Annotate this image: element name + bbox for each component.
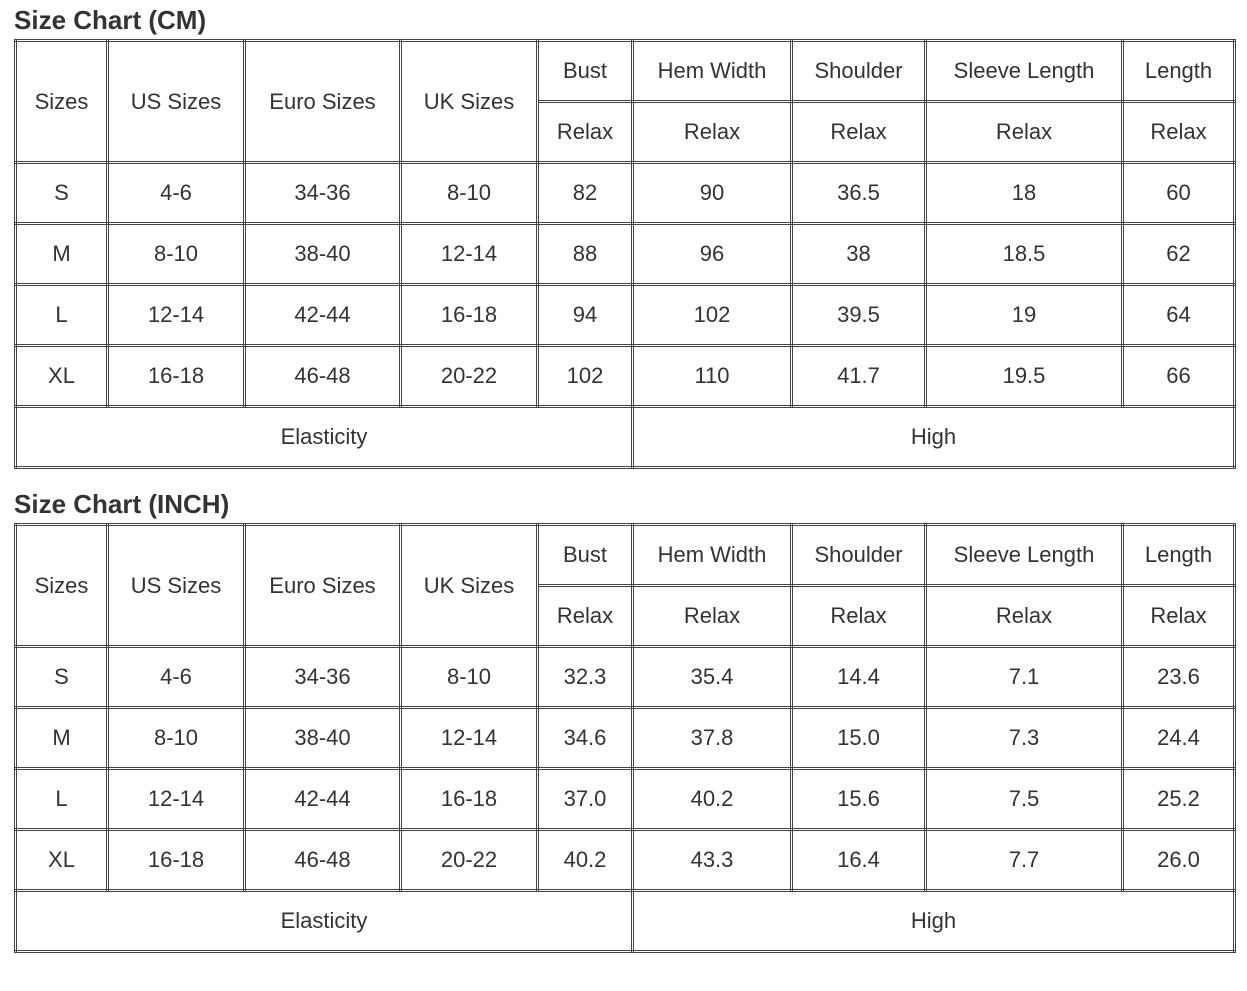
us-size-cell: 12-14	[108, 285, 245, 346]
us-size-cell: 16-18	[108, 346, 245, 407]
hem-width-cell: 102	[633, 285, 792, 346]
header-uk-sizes: UK Sizes	[401, 525, 538, 647]
bust-cell: 82	[538, 163, 633, 224]
bust-cell: 40.2	[538, 830, 633, 891]
fit-shoulder: Relax	[792, 102, 926, 163]
length-cell: 62	[1123, 224, 1235, 285]
shoulder-cell: 15.0	[792, 708, 926, 769]
cm-chart-title: Size Chart (CM)	[14, 5, 207, 35]
cm-size-table	[14, 39, 1236, 469]
header-sizes: Sizes	[16, 525, 108, 647]
sleeve-length-cell: 7.5	[926, 769, 1123, 830]
uk-size-cell: 8-10	[401, 647, 538, 708]
elasticity-row	[16, 891, 1235, 952]
header-row	[16, 525, 1235, 586]
header-us-sizes: US Sizes	[108, 41, 245, 163]
length-cell: 66	[1123, 346, 1235, 407]
header-euro-sizes: Euro Sizes	[245, 525, 401, 647]
size-cell: S	[16, 647, 108, 708]
hem-width-cell: 110	[633, 346, 792, 407]
header-length: Length	[1123, 41, 1235, 102]
fit-hem-width: Relax	[633, 586, 792, 647]
fit-hem-width: Relax	[633, 102, 792, 163]
us-size-cell: 16-18	[108, 830, 245, 891]
euro-size-cell: 34-36	[245, 163, 401, 224]
bust-cell: 37.0	[538, 769, 633, 830]
cm-table-footer	[16, 407, 1235, 468]
shoulder-cell: 15.6	[792, 769, 926, 830]
length-cell: 23.6	[1123, 647, 1235, 708]
table-row	[16, 285, 1235, 346]
header-uk-sizes: UK Sizes	[401, 41, 538, 163]
inch-table-footer	[16, 891, 1235, 952]
us-size-cell: 4-6	[108, 647, 245, 708]
fit-shoulder: Relax	[792, 586, 926, 647]
uk-size-cell: 8-10	[401, 163, 538, 224]
hem-width-cell: 43.3	[633, 830, 792, 891]
table-row	[16, 163, 1235, 224]
shoulder-cell: 16.4	[792, 830, 926, 891]
sleeve-length-cell: 7.7	[926, 830, 1123, 891]
us-size-cell: 8-10	[108, 224, 245, 285]
euro-size-cell: 46-48	[245, 346, 401, 407]
inch-size-table	[14, 523, 1236, 953]
size-cell: L	[16, 769, 108, 830]
uk-size-cell: 20-22	[401, 346, 538, 407]
cm-table-header	[16, 41, 1235, 163]
size-cell: M	[16, 708, 108, 769]
uk-size-cell: 20-22	[401, 830, 538, 891]
table-row	[16, 830, 1235, 891]
size-cell: L	[16, 285, 108, 346]
us-size-cell: 8-10	[108, 708, 245, 769]
header-sizes: Sizes	[16, 41, 108, 163]
header-euro-sizes: Euro Sizes	[245, 41, 401, 163]
bust-cell: 94	[538, 285, 633, 346]
euro-size-cell: 34-36	[245, 647, 401, 708]
uk-size-cell: 16-18	[401, 285, 538, 346]
bust-cell: 88	[538, 224, 633, 285]
fit-bust: Relax	[538, 102, 633, 163]
uk-size-cell: 12-14	[401, 224, 538, 285]
euro-size-cell: 42-44	[245, 769, 401, 830]
header-bust: Bust	[538, 525, 633, 586]
sleeve-length-cell: 7.1	[926, 647, 1123, 708]
table-row	[16, 769, 1235, 830]
elasticity-row	[16, 407, 1235, 468]
sleeve-length-cell: 19	[926, 285, 1123, 346]
header-sleeve-length: Sleeve Length	[926, 41, 1123, 102]
table-row	[16, 224, 1235, 285]
header-hem-width: Hem Width	[633, 41, 792, 102]
header-sleeve-length: Sleeve Length	[926, 525, 1123, 586]
hem-width-cell: 40.2	[633, 769, 792, 830]
length-cell: 64	[1123, 285, 1235, 346]
header-shoulder: Shoulder	[792, 525, 926, 586]
sleeve-length-cell: 18.5	[926, 224, 1123, 285]
shoulder-cell: 41.7	[792, 346, 926, 407]
fit-sleeve-length: Relax	[926, 586, 1123, 647]
size-cell: XL	[16, 830, 108, 891]
bust-cell: 32.3	[538, 647, 633, 708]
fit-length: Relax	[1123, 586, 1235, 647]
header-bust: Bust	[538, 41, 633, 102]
length-cell: 26.0	[1123, 830, 1235, 891]
hem-width-cell: 90	[633, 163, 792, 224]
header-hem-width: Hem Width	[633, 525, 792, 586]
us-size-cell: 4-6	[108, 163, 245, 224]
cm-table-body	[16, 163, 1235, 407]
fit-sleeve-length: Relax	[926, 102, 1123, 163]
shoulder-cell: 14.4	[792, 647, 926, 708]
hem-width-cell: 35.4	[633, 647, 792, 708]
elasticity-label: Elasticity	[16, 407, 633, 468]
elasticity-label: Elasticity	[16, 891, 633, 952]
elasticity-value: High	[633, 407, 1235, 468]
elasticity-value: High	[633, 891, 1235, 952]
header-shoulder: Shoulder	[792, 41, 926, 102]
table-row	[16, 346, 1235, 407]
euro-size-cell: 46-48	[245, 830, 401, 891]
table-row	[16, 708, 1235, 769]
length-cell: 24.4	[1123, 708, 1235, 769]
shoulder-cell: 36.5	[792, 163, 926, 224]
size-cell: XL	[16, 346, 108, 407]
shoulder-cell: 39.5	[792, 285, 926, 346]
header-row	[16, 41, 1235, 102]
sleeve-length-cell: 18	[926, 163, 1123, 224]
euro-size-cell: 38-40	[245, 708, 401, 769]
fit-bust: Relax	[538, 586, 633, 647]
table-row	[16, 647, 1235, 708]
euro-size-cell: 42-44	[245, 285, 401, 346]
header-length: Length	[1123, 525, 1235, 586]
sleeve-length-cell: 19.5	[926, 346, 1123, 407]
length-cell: 25.2	[1123, 769, 1235, 830]
bust-cell: 102	[538, 346, 633, 407]
sleeve-length-cell: 7.3	[926, 708, 1123, 769]
size-cell: S	[16, 163, 108, 224]
hem-width-cell: 96	[633, 224, 792, 285]
us-size-cell: 12-14	[108, 769, 245, 830]
inch-table-header	[16, 525, 1235, 647]
euro-size-cell: 38-40	[245, 224, 401, 285]
uk-size-cell: 12-14	[401, 708, 538, 769]
shoulder-cell: 38	[792, 224, 926, 285]
size-cell: M	[16, 224, 108, 285]
hem-width-cell: 37.8	[633, 708, 792, 769]
uk-size-cell: 16-18	[401, 769, 538, 830]
bust-cell: 34.6	[538, 708, 633, 769]
length-cell: 60	[1123, 163, 1235, 224]
inch-table-body	[16, 647, 1235, 891]
inch-chart-title: Size Chart (INCH)	[14, 489, 230, 519]
fit-length: Relax	[1123, 102, 1235, 163]
header-us-sizes: US Sizes	[108, 525, 245, 647]
